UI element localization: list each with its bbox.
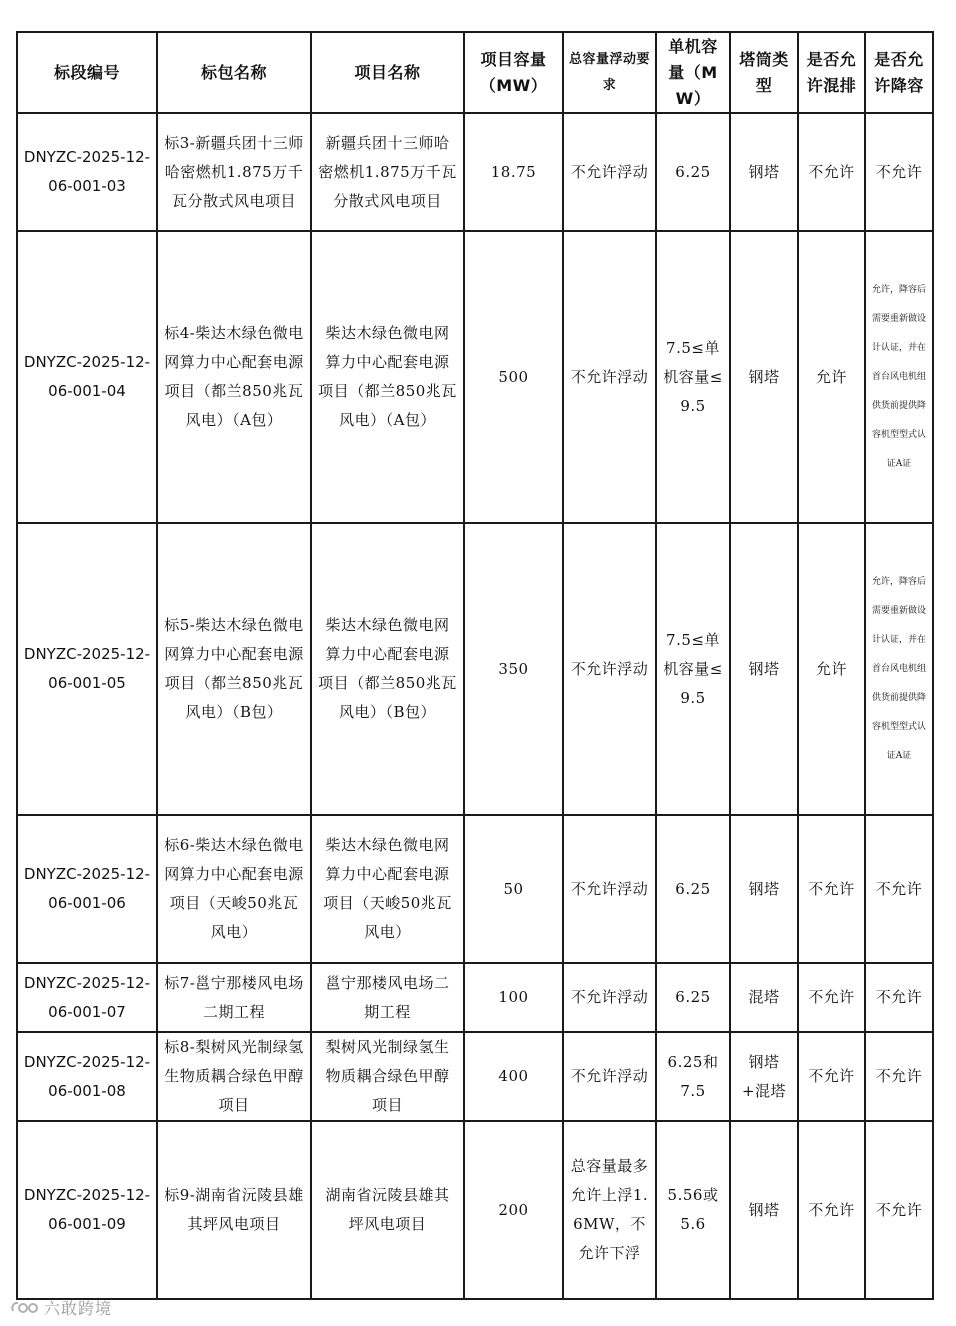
float-cell: 不允许浮动 — [563, 523, 656, 815]
allow-derate-cell: 允许，降容后需要重新做设计认证，并在首台风电机组供货前提供降容机型型式认证A证 — [865, 523, 933, 815]
allow-mix-cell: 不允许 — [798, 1032, 865, 1121]
header-unit-capacity: 单机容量（MW） — [656, 32, 730, 113]
table-row — [17, 1032, 933, 1121]
logo-icon — [10, 1299, 40, 1315]
watermark — [10, 1298, 112, 1316]
allow-mix-cell: 不允许 — [798, 815, 865, 963]
allow-mix-cell: 允许 — [798, 523, 865, 815]
unit-capacity-cell: 6.25和7.5 — [656, 1032, 730, 1121]
allow-derate-cell: 不允许 — [865, 963, 933, 1032]
unit-capacity-cell: 7.5≤单机容量≤9.5 — [656, 523, 730, 815]
project-name-cell: 柴达木绿色微电网算力中心配套电源项目（都兰850兆瓦风电）（B包） — [311, 523, 464, 815]
header-allow-mix: 是否允许混排 — [798, 32, 865, 113]
bid-code-cell: DNYZC-2025-12-06-001-03 — [17, 113, 157, 231]
bid-code-cell: DNYZC-2025-12-06-001-07 — [17, 963, 157, 1032]
package-name-cell: 标8-梨树风光制绿氢生物质耦合绿色甲醇项目 — [157, 1032, 311, 1121]
header-project-capacity: 项目容量（MW） — [464, 32, 563, 113]
package-name-cell: 标4-柴达木绿色微电网算力中心配套电源项目（都兰850兆瓦风电）（A包） — [157, 231, 311, 523]
tower-type-cell: 钢塔 — [730, 815, 798, 963]
header-package-name: 标包名称 — [157, 32, 311, 113]
header-allow-derate: 是否允许降容 — [865, 32, 933, 113]
allow-mix-cell: 允许 — [798, 231, 865, 523]
table-row — [17, 815, 933, 963]
tower-type-cell: 钢塔 — [730, 231, 798, 523]
allow-mix-cell: 不允许 — [798, 963, 865, 1032]
tower-type-cell: 钢塔 — [730, 1121, 798, 1299]
table-row — [17, 113, 933, 231]
table-row — [17, 523, 933, 815]
allow-derate-cell: 不允许 — [865, 113, 933, 231]
allow-mix-cell: 不允许 — [798, 113, 865, 231]
bid-code-cell: DNYZC-2025-12-06-001-06 — [17, 815, 157, 963]
allow-derate-cell: 允许，降容后需要重新做设计认证，并在首台风电机组供货前提供降容机型型式认证A证 — [865, 231, 933, 523]
project-name-cell: 邕宁那楼风电场二期工程 — [311, 963, 464, 1032]
header-capacity-float: 总容量浮动要求 — [563, 32, 656, 113]
table-row — [17, 231, 933, 523]
unit-capacity-cell: 5.56或5.6 — [656, 1121, 730, 1299]
table-row — [17, 963, 933, 1032]
capacity-cell: 350 — [464, 523, 563, 815]
watermark-text: 六敢跨境 — [44, 1298, 113, 1318]
tower-type-cell: 混塔 — [730, 963, 798, 1032]
table-row — [17, 1121, 933, 1299]
capacity-cell: 100 — [464, 963, 563, 1032]
unit-capacity-cell: 7.5≤单机容量≤9.5 — [656, 231, 730, 523]
float-cell: 不允许浮动 — [563, 815, 656, 963]
project-name-cell: 梨树风光制绿氢生物质耦合绿色甲醇项目 — [311, 1032, 464, 1121]
package-name-cell: 标6-柴达木绿色微电网算力中心配套电源项目（天峻50兆瓦风电） — [157, 815, 311, 963]
package-name-cell: 标3-新疆兵团十三师哈密燃机1.875万千瓦分散式风电项目 — [157, 113, 311, 231]
capacity-cell: 400 — [464, 1032, 563, 1121]
unit-capacity-cell: 6.25 — [656, 963, 730, 1032]
project-name-cell: 柴达木绿色微电网算力中心配套电源项目（都兰850兆瓦风电）（A包） — [311, 231, 464, 523]
tower-type-cell: 钢塔 — [730, 523, 798, 815]
header-bid-code: 标段编号 — [17, 32, 157, 113]
allow-derate-cell: 不允许 — [865, 815, 933, 963]
bid-code-cell: DNYZC-2025-12-06-001-04 — [17, 231, 157, 523]
project-name-cell: 新疆兵团十三师哈密燃机1.875万千瓦分散式风电项目 — [311, 113, 464, 231]
allow-derate-cell: 不允许 — [865, 1032, 933, 1121]
project-name-cell: 湖南省沅陵县雄其坪风电项目 — [311, 1121, 464, 1299]
capacity-cell: 200 — [464, 1121, 563, 1299]
bid-code-cell: DNYZC-2025-12-06-001-09 — [17, 1121, 157, 1299]
tower-type-cell: 钢塔+混塔 — [730, 1032, 798, 1121]
allow-derate-cell: 不允许 — [865, 1121, 933, 1299]
bid-section-table — [16, 31, 934, 1300]
float-cell: 不允许浮动 — [563, 1032, 656, 1121]
capacity-cell: 50 — [464, 815, 563, 963]
float-cell: 总容量最多允许上浮1.6MW，不允许下浮 — [563, 1121, 656, 1299]
capacity-cell: 500 — [464, 231, 563, 523]
float-cell: 不允许浮动 — [563, 113, 656, 231]
allow-mix-cell: 不允许 — [798, 1121, 865, 1299]
float-cell: 不允许浮动 — [563, 963, 656, 1032]
unit-capacity-cell: 6.25 — [656, 113, 730, 231]
bid-code-cell: DNYZC-2025-12-06-001-08 — [17, 1032, 157, 1121]
header-project-name: 项目名称 — [311, 32, 464, 113]
package-name-cell: 标5-柴达木绿色微电网算力中心配套电源项目（都兰850兆瓦风电）（B包） — [157, 523, 311, 815]
float-cell: 不允许浮动 — [563, 231, 656, 523]
package-name-cell: 标7-邕宁那楼风电场二期工程 — [157, 963, 311, 1032]
tower-type-cell: 钢塔 — [730, 113, 798, 231]
capacity-cell: 18.75 — [464, 113, 563, 231]
unit-capacity-cell: 6.25 — [656, 815, 730, 963]
package-name-cell: 标9-湖南省沅陵县雄其坪风电项目 — [157, 1121, 311, 1299]
header-tower-type: 塔筒类型 — [730, 32, 798, 113]
project-name-cell: 柴达木绿色微电网算力中心配套电源项目（天峻50兆瓦风电） — [311, 815, 464, 963]
table-header-row — [17, 32, 933, 113]
bid-code-cell: DNYZC-2025-12-06-001-05 — [17, 523, 157, 815]
